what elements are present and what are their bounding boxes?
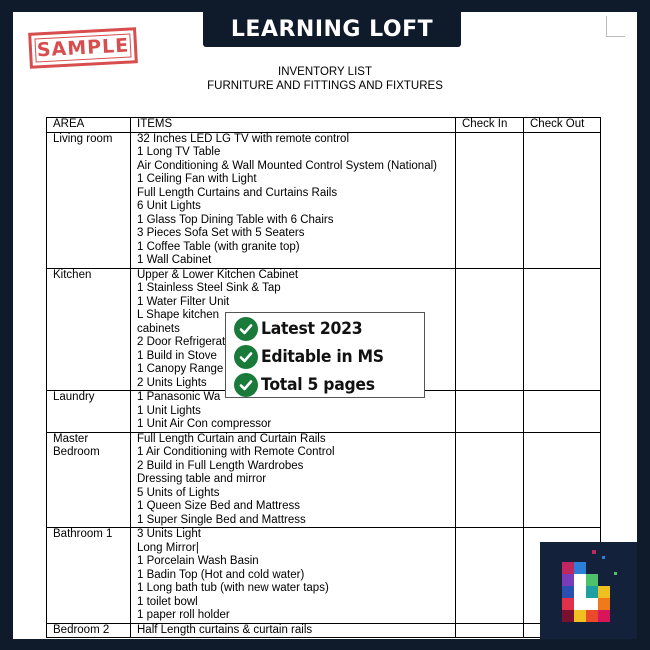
check-circle-icon: [234, 373, 258, 397]
area-cell: [47, 268, 131, 391]
list-item: 1 paper roll holder: [137, 609, 230, 621]
area-label: Living room: [53, 132, 113, 145]
area-cell: [47, 528, 131, 624]
brand-banner: LEARNING LOFT: [203, 12, 461, 47]
check-out-cell[interactable]: [524, 132, 601, 268]
list-item: 5 Units of Lights: [137, 486, 220, 499]
header-check-in: Check In: [456, 118, 524, 133]
feature-badge: [225, 312, 425, 398]
header-area: AREA: [47, 118, 131, 133]
list-item: 3 Units Light: [137, 528, 201, 540]
items-cell: [131, 623, 456, 638]
check-out-cell[interactable]: [524, 391, 601, 433]
items-cell: [131, 132, 456, 268]
check-in-cell[interactable]: [456, 528, 524, 624]
list-item: 2 Units Lights: [137, 376, 207, 389]
check-in-cell[interactable]: [456, 623, 524, 638]
sample-stamp: SAMPLE: [28, 27, 138, 69]
area-label: Bathroom 1: [53, 528, 113, 540]
badge-row: [234, 315, 416, 343]
list-item: 2 Door Refrigerat: [137, 336, 226, 348]
list-item: 1 Porcelain Wash Basin: [137, 555, 259, 567]
items-cell: [131, 528, 456, 624]
list-item: 1 Badin Top (Hot and cold water): [137, 568, 305, 581]
list-item: L Shape kitchen: [137, 309, 220, 321]
table-row: [47, 432, 601, 528]
table-row: [47, 132, 601, 268]
area-label: Master: [53, 432, 89, 445]
list-item: Full Length Curtain and Curtain Rails: [137, 432, 326, 445]
list-item: 1 Air Conditioning with Remote Control: [137, 446, 335, 458]
check-in-cell[interactable]: [456, 132, 524, 268]
page-corner-mark: [606, 16, 625, 37]
list-item: 1 Panasonic Wa: [137, 391, 221, 403]
list-item: 1 Canopy Range: [137, 363, 224, 375]
list-item: 6 Unit Lights: [137, 200, 201, 212]
list-item: Air Conditioning & Wall Mounted Control System (National): [137, 159, 437, 172]
header-check-out: Check Out: [524, 118, 601, 133]
list-item: 1 Coffee Table (with granite top): [137, 240, 300, 253]
list-item: Dressing table and mirror: [137, 473, 267, 485]
pixel-logo-icon: [540, 542, 637, 639]
check-in-cell[interactable]: [456, 268, 524, 391]
area-cell: [47, 623, 131, 638]
header-items: ITEMS: [131, 118, 456, 133]
list-item: 1 Queen Size Bed and Mattress: [137, 500, 301, 512]
items-cell: [131, 432, 456, 528]
check-in-cell[interactable]: [456, 432, 524, 528]
badge-text: Latest 2023: [261, 319, 363, 339]
badge-text: Total 5 pages: [261, 375, 375, 395]
check-circle-icon: [234, 345, 258, 369]
area-cell: [47, 432, 131, 528]
list-item: 1 Ceiling Fan with Light: [137, 173, 257, 185]
area-label: Kitchen: [53, 268, 92, 281]
check-in-cell[interactable]: [456, 391, 524, 433]
list-item: 1 Glass Top Dining Table with 6 Chairs: [137, 213, 334, 226]
list-item: 1 Stainless Steel Sink & Tap: [137, 282, 281, 294]
list-item: 1 toilet bowl: [137, 595, 198, 608]
list-item: Full Length Curtains and Curtains Rails: [137, 186, 338, 199]
area-cell: [47, 132, 131, 268]
document-title: [0, 65, 650, 93]
list-item: Half Length curtains & curtain rails: [137, 623, 313, 636]
list-item: 1 Long bath tub (with new water taps): [137, 582, 329, 594]
list-item: 2 Build in Full Length Wardrobes: [137, 459, 304, 472]
badge-row: [234, 343, 416, 371]
list-item: 32 Inches LED LG TV with remote control: [137, 132, 349, 145]
table-row: [47, 623, 601, 638]
list-item: 1 Unit Lights: [137, 404, 201, 417]
title-line-1: INVENTORY LIST: [278, 66, 372, 78]
learning-loft-logo: [540, 542, 637, 639]
list-item: 1 Water Filter Unit: [137, 295, 230, 308]
check-out-cell[interactable]: [524, 268, 601, 391]
list-item: Long Mirror |: [137, 542, 455, 556]
area-label: Bedroom: [53, 446, 100, 458]
table-row: [47, 528, 601, 624]
list-item: cabinets: [137, 322, 180, 335]
list-item: Upper & Lower Kitchen Cabinet: [137, 268, 299, 281]
list-item: 1 Super Single Bed and Mattress: [137, 513, 306, 526]
area-label: Laundry: [53, 391, 95, 403]
badge-row: [234, 371, 416, 399]
list-item: 1 Unit Air Con compressor: [137, 418, 272, 430]
badge-text: Editable in MS: [261, 347, 384, 367]
check-out-cell[interactable]: [524, 432, 601, 528]
list-item: 1 Long TV Table: [137, 146, 221, 158]
list-item: 1 Build in Stove: [137, 349, 217, 362]
area-cell: [47, 391, 131, 433]
area-label: Bedroom 2: [53, 623, 110, 636]
title-line-2: FURNITURE AND FITTINGS AND FIXTURES: [207, 80, 443, 92]
list-item: 3 Pieces Sofa Set with 5 Seaters: [137, 227, 305, 239]
list-item: 1 Wall Cabinet: [137, 254, 212, 266]
table-header-row: [47, 118, 601, 133]
check-circle-icon: [234, 317, 258, 341]
